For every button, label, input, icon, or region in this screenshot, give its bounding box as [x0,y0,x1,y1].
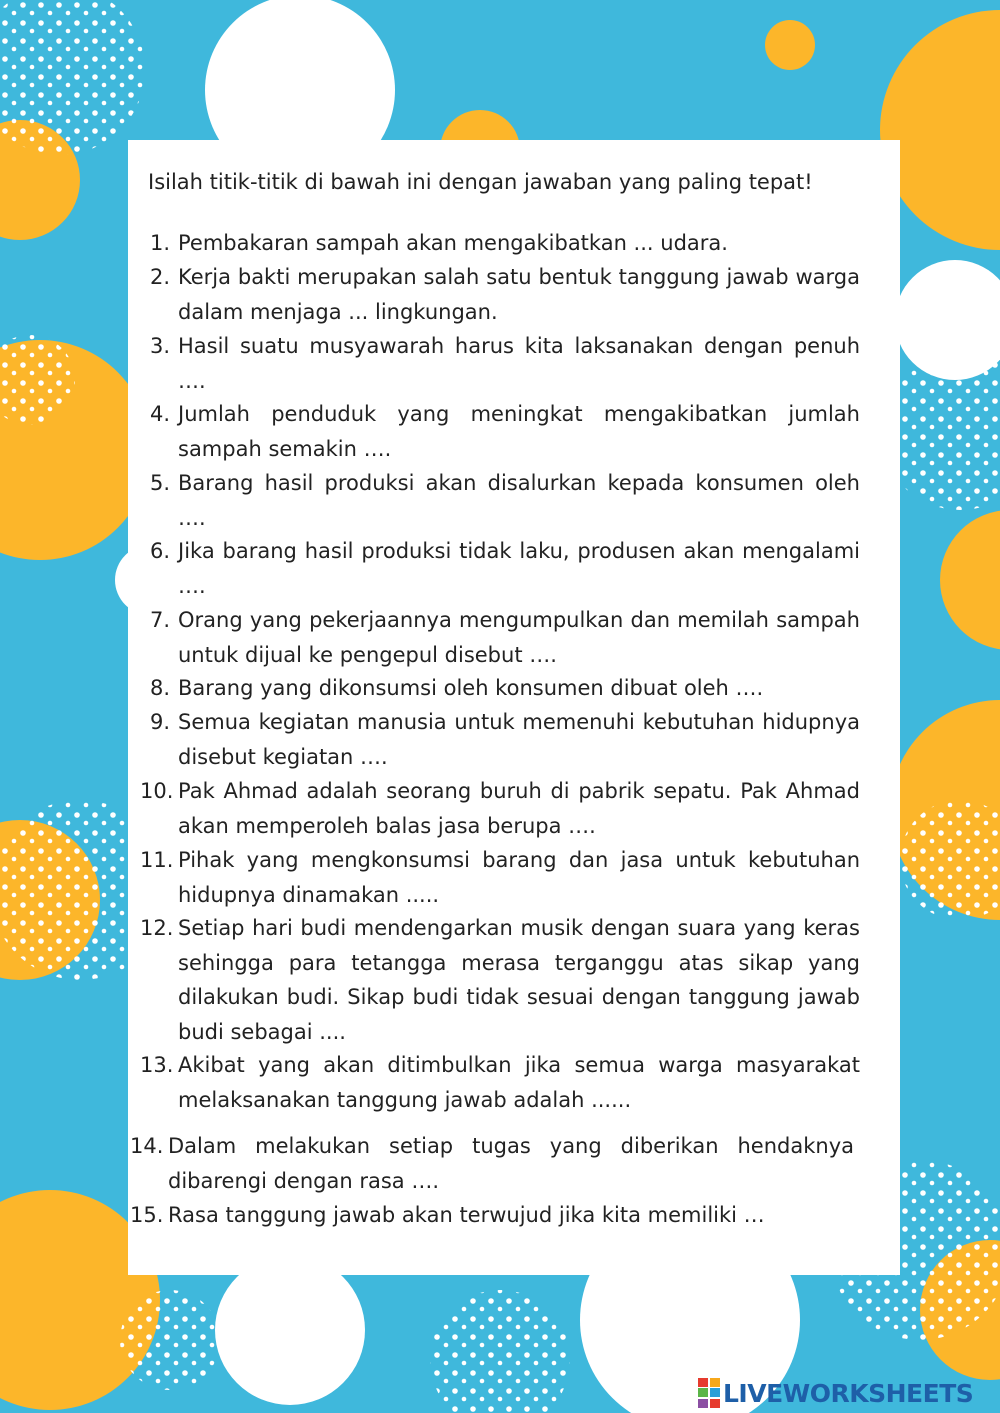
question-number: 13. [140,1053,174,1077]
question-text: Barang hasil produksi akan disalurkan kepada konsumen oleh …. [178,471,860,530]
question-number: 9. [149,710,170,734]
question-text: Barang yang dikonsumsi oleh konsumen dibuat oleh …. [178,676,764,700]
question-item-14 [130,1129,854,1198]
question-item-9 [140,705,860,774]
question-text: Pak Ahmad adalah seorang buruh di pabrik sepatu. Pak Ahmad akan memperoleh balas jasa berupa …. [178,779,860,838]
question-item-6 [140,534,860,603]
question-item-4 [140,397,860,466]
question-number: 12. [140,916,174,940]
question-text: Akibat yang akan ditimbulkan jika semua warga masyarakat melaksanakan tanggung jawab adalah ...... [178,1053,860,1112]
question-text: Semua kegiatan manusia untuk memenuhi kebutuhan hidupnya disebut kegiatan …. [178,710,860,769]
question-number: 14. [130,1134,164,1158]
question-item-8 [140,671,860,706]
question-text: Kerja bakti merupakan salah satu bentuk tanggung jawab warga dalam menjaga ... lingkungan. [178,265,860,324]
question-item-3 [140,329,860,398]
question-number: 8. [149,676,170,700]
question-item-11 [140,843,860,912]
question-text: Pembakaran sampah akan mengakibatkan ... udara. [178,231,728,255]
worksheet-card [128,140,900,1275]
instruction-text: Isilah titik-titik di bawah ini dengan jawaban yang paling tepat! [148,170,813,194]
question-number: 3. [149,334,170,358]
question-item-5 [140,466,860,535]
question-item-2 [140,260,860,329]
question-number: 11. [140,848,174,872]
question-number: 7. [149,608,170,632]
question-text: Setiap hari budi mendengarkan musik dengan suara yang keras sehingga para tetangga merasa terganggu atas sikap yang dilakukan budi. Sikap budi tidak sesuai dengan tanggung jawab budi sebagai .... [178,916,860,1044]
liveworksheets-watermark[interactable] [698,1376,998,1410]
question-text: Rasa tanggung jawab akan terwujud jika kita memiliki … [168,1203,765,1227]
question-item-13 [140,1048,860,1117]
question-number: 2. [149,265,170,289]
question-item-12 [140,911,860,1049]
question-number: 15. [130,1203,164,1227]
question-item-1 [140,226,860,261]
watermark-text: LIVEWORKSHEETS [723,1378,974,1408]
question-number: 10. [140,779,174,803]
question-number: 1. [149,231,170,255]
question-text: Pihak yang mengkonsumsi barang dan jasa untuk kebutuhan hidupnya dinamakan ..... [178,848,860,907]
question-number: 6. [149,539,170,563]
question-item-7 [140,603,860,672]
question-text: Orang yang pekerjaannya mengumpulkan dan memilah sampah untuk dijual ke pengepul disebut …. [178,608,860,667]
question-item-10 [140,774,860,843]
question-text: Dalam melakukan setiap tugas yang diberikan hendaknya dibarengi dengan rasa …. [168,1134,854,1193]
liveworksheets-logo-icon [698,1378,720,1408]
question-item-15 [130,1198,854,1233]
question-list [128,140,900,1275]
question-text: Jika barang hasil produksi tidak laku, produsen akan mengalami …. [178,539,860,598]
question-text: Hasil suatu musyawarah harus kita laksanakan dengan penuh …. [178,334,860,393]
question-number: 4. [149,402,170,426]
question-text: Jumlah penduduk yang meningkat mengakibatkan jumlah sampah semakin …. [178,402,860,461]
question-number: 5. [149,471,170,495]
